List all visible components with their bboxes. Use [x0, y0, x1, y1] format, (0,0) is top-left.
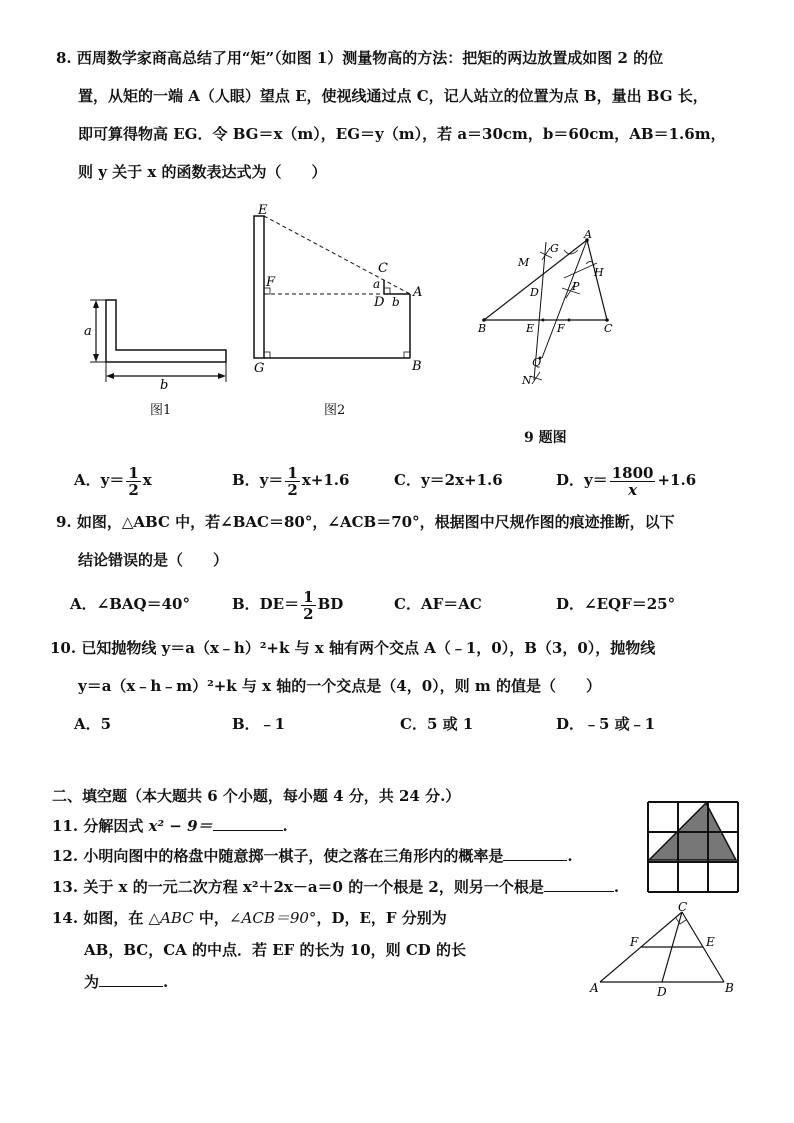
fig1-label-b: b: [160, 378, 169, 390]
q11-expression: x² − 9＝: [148, 817, 213, 835]
fig14-label-E: E: [706, 935, 715, 949]
q13: [52, 877, 619, 897]
fig2-label-D: D: [374, 295, 385, 310]
q13-answer-blank[interactable]: [544, 891, 614, 892]
q9-line-2: 结论错误的是（ ）: [78, 551, 229, 569]
q9-option-b[interactable]: [232, 586, 343, 622]
fig14-label-F: F: [630, 935, 639, 949]
fig2-label-B: B: [412, 359, 422, 374]
q10-option-b[interactable]: B．﹣1: [232, 715, 286, 733]
figure-2: [246, 202, 436, 374]
q14-mid: 中，: [193, 909, 229, 927]
fig2-label-A: A: [413, 285, 423, 300]
q14-line-3-prefix: 为: [84, 973, 100, 991]
q8-option-a-tail: x: [142, 471, 152, 489]
figure-9: [470, 228, 630, 393]
fig9-label-E: E: [526, 322, 535, 335]
q9-option-b-den: 2: [303, 604, 314, 623]
q12-answer-blank[interactable]: [503, 860, 567, 861]
q14-answer-blank[interactable]: [99, 986, 163, 987]
fig9-label-N: N: [522, 374, 532, 387]
q11-answer-blank[interactable]: [213, 830, 283, 831]
section-2-heading: 二、填空题（本大题共 6 个小题，每小题 4 分，共 24 分.）: [52, 787, 461, 805]
q9-option-d[interactable]: D．∠EQF＝25°: [556, 595, 676, 613]
q9-line-1: 9. 如图，△ABC 中，若∠BAC＝80°，∠ACB＝70°，根据图中尺规作图的痕迹推断，以下: [56, 513, 675, 531]
fig1-caption: 图1: [150, 403, 172, 418]
q11-suffix: .: [282, 817, 288, 835]
q10-line-1: 10. 已知抛物线 y＝a（x﹣h）²+k 与 x 轴有两个交点 A（﹣1，0），B（3，0），抛物线: [50, 639, 656, 657]
fig9-label-H: H: [594, 266, 604, 279]
q8-line-2: 置，从矩的一端 A（人眼）望点 E，使视线通过点 C，记人站立的位置为点 B，量出 BG 长，: [78, 87, 708, 105]
q8-option-a[interactable]: [74, 462, 152, 498]
q8-option-b-tail: x+1.6: [301, 471, 350, 489]
q14-line-3-suffix: .: [163, 973, 169, 991]
fig2-label-a: a: [373, 277, 381, 291]
q14-line-3: [84, 972, 168, 992]
q8-line-3: 即可算得物高 EG．令 BG＝x（m），EG＝y（m），若 a＝30cm，b＝60cm，AB＝1.6m，: [78, 125, 726, 143]
fig14-label-D: D: [657, 985, 667, 999]
q8-option-d-num: 1800: [611, 463, 654, 482]
fig9-label-G: G: [550, 242, 559, 255]
q10-option-c[interactable]: C．5 或 1: [400, 715, 474, 733]
q9-option-a[interactable]: A．∠BAQ＝40°: [70, 595, 190, 613]
q11: [52, 816, 288, 836]
figure-1: [78, 290, 238, 390]
q8-option-c[interactable]: C．y＝2x+1.6: [394, 471, 503, 489]
q8-option-a-label: A．y＝: [74, 471, 125, 489]
q10-line-2: y＝a（x﹣h﹣m）²+k 与 x 轴的一个交点是（4，0），则 m 的值是（ ）: [78, 677, 601, 695]
fig9-label-P: P: [572, 280, 580, 293]
q8-line-4: 则 y 关于 x 的函数表达式为（ ）: [78, 163, 327, 181]
fig2-label-b: b: [392, 295, 400, 309]
fig9-label-Q: Q: [532, 356, 542, 369]
q10-option-d[interactable]: D．﹣5 或﹣1: [556, 715, 656, 733]
q8-option-b-num: 1: [287, 463, 298, 482]
q8-option-b[interactable]: [232, 462, 349, 498]
fig2-label-G: G: [254, 361, 265, 374]
fig9-label-D: D: [530, 286, 539, 299]
q13-prefix: 13. 关于 x 的一元二次方程 x²＋2x－a＝0 的一个根是 2，则另一个根是: [52, 878, 544, 896]
q8-option-d-den: x: [628, 480, 638, 499]
q8-option-d-tail: +1.6: [657, 471, 697, 489]
q9-option-b-tail: BD: [317, 595, 344, 613]
q8-option-a-num: 1: [128, 463, 139, 482]
q11-prefix: 11. 分解因式: [52, 817, 149, 835]
q8-line-1: 8. 西周数学家商高总结了用“矩”（如图 1）测量物高的方法：把矩的两边放置成如图 2 的位: [56, 49, 664, 67]
fig2-label-C: C: [378, 261, 388, 276]
q14-angle: ∠ACB＝90°: [228, 909, 317, 927]
q8-option-d-label: D．y＝: [556, 471, 608, 489]
fig2-caption: 图2: [324, 403, 346, 418]
q9-option-c[interactable]: C．AF＝AC: [394, 595, 482, 613]
grid-figure-q12: [646, 800, 740, 894]
q8-option-b-den: 2: [287, 480, 298, 499]
fig2-label-F: F: [266, 275, 276, 290]
q8-option-b-label: B．y＝: [232, 471, 284, 489]
fig14-label-C: C: [678, 902, 688, 914]
q12: [52, 846, 573, 866]
q14-prefix: 14. 如图，在: [52, 909, 149, 927]
q13-suffix: .: [613, 878, 620, 896]
q14-line-1: [52, 908, 447, 928]
fig9-label-F: F: [557, 322, 565, 335]
fig9-label-A: A: [584, 228, 592, 241]
fig9-label-B: B: [478, 322, 487, 335]
q14-line-2: AB，BC，CA 的中点．若 EF 的长为 10，则 CD 的长: [84, 941, 467, 959]
q10-option-a[interactable]: A．5: [74, 715, 112, 733]
fig9-caption: 9 题图: [524, 430, 567, 446]
triangle-figure-q14: [584, 902, 742, 1002]
fig9-label-M: M: [518, 256, 530, 269]
fig1-label-a: a: [84, 324, 92, 339]
q14-triangle: △ABC: [148, 909, 194, 927]
q12-prefix: 12. 小明向图中的格盘中随意掷一棋子，使之落在三角形内的概率是: [52, 847, 504, 865]
q12-suffix: .: [567, 847, 573, 865]
fig14-label-A: A: [590, 981, 599, 995]
fig14-label-B: B: [725, 981, 734, 995]
q9-option-b-label: B．DE＝: [232, 595, 300, 613]
fig9-label-C: C: [604, 322, 613, 335]
q8-option-a-den: 2: [128, 480, 139, 499]
fig2-label-E: E: [258, 203, 268, 218]
q9-option-b-num: 1: [303, 587, 314, 606]
q8-option-d[interactable]: [556, 462, 696, 498]
q14-points: ，D，E，F 分别为: [316, 909, 447, 927]
